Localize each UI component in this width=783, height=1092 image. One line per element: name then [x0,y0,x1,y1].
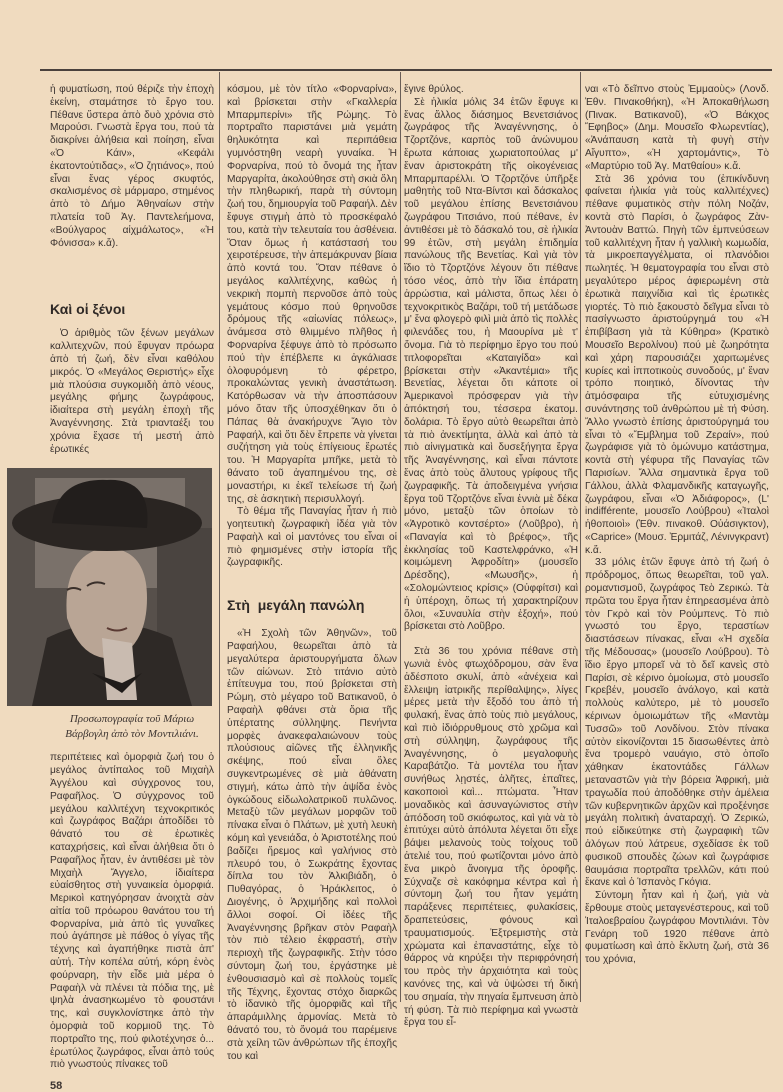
paragraph: «Ἡ Σχολὴ τῶν Ἀθηνῶν», τοῦ Ραφαήλου, θεωρεῖται ἀπὸ τὰ μεγαλύτερα ἀριστουργήματα ὅλων τῶν αἰώνων. Στὸ τιτάνιο αὐτὸ ἐπίτευγμα του, πού βρίσκεται στὴ Ρώμη, στὸ μέγαρο τοῦ Βατικανοῦ, ὁ Ραφαὴλ φθάνει στὰ ὅρια τῆς ὑπέρτατης σύλληψης. Πενήντα μορφὲς ἀνακεφαλαιώνουν τοὺς πλούσιους αἰῶνες τῆς ἑλληνικῆς σκέψης, πού εἶναι ὅλες συγκεντρωμένες σὲ μιὰ ἀθάνατη στιγμή, κάτω ἀπὸ τὴν ἀψίδα ἑνὸς ὀγκώδους εἰδωλολατρικοῦ πυλῶνος. Μεταξὺ τῶν μεγάλων μορφῶν τοῦ πίνακα εἶναι ὁ Πλάτων, μὲ χυτὴ λευκὴ κόμη καὶ γενειάδα, ὁ Ἀριστοτέλης πού βαδίζει ἤρεμος καὶ γαλήνιος στὸ πλευρό του, ὁ Σωκράτης ἔχοντας δίπλα του τὸν Ἀλκιβιάδη, ὁ Πυθαγόρας, ὁ Ἡράκλειτος, ὁ Διογένης, ὁ Ἀρχιμήδης καὶ πολλοὶ ἄλλοι σοφοί. Οἱ ἰδέες τῆς Ἀναγέννησης βρῆκαν στὸν Ραφαὴλ τὸν πιὸ τέλειο ἐκφραστή, στὴν περιοχὴ τῆς ζωγραφικῆς. Στὴν τόσο σύντομη ζωή του, ἐργάστηκε μὲ ἐνθουσιασμὸ καὶ σὲ πολλοὺς τομεῖς τῆς Τέχνης, ἔχοντας στόχο διαρκῶς τὸ ἰδανικὸ τῆς ὀμορφιᾶς καὶ τῆς ἀπαράμιλλης ἁρμονίας. Μετὰ τὸ θάνατό του, τὸ ὄνομά του παρέμεινε στὰ χείλη τῶν ἀνθρώπων τῆς ἐποχῆς του καὶ [227,628,397,1062]
paragraph: ναι «Τὸ δεῖπνο στοὺς Ἐμμαοὺς» (Λονδ. Ἐθν. Πινακοθήκη), «Ἡ Ἀποκαθήλωση (Πινακ. Βατικανοῦ), «Ὁ Βάκχος Ἔφηβος» (Δημ. Μουσεῖο Φλωρεντίας), «Ἀνάπαυση κατὰ τὴ φυγὴ στὴν Αἴγυπτο», «Ἡ χαρτομάντις», Τὸ «Μαρτύριο τοῦ Ἀγ. Ματθαίου» κ.ἄ. [585,84,769,172]
paragraph: Σὲ ἡλικία μόλις 34 ἐτῶν ἔφυγε κι ἕνας ἄλλος διάσημος Βενετσιάνος ζωγράφος τῆς Ἀναγέννησης, ὁ Τζορτζόνε, καρπὸς τοῦ ἀνώνυμου ἔρωτα κάποιας χωριατοπούλας μ' ἕναν ἀριστοκράτη τῆς οἰκογένειας Μπαρμπαρέλλι. Ὁ Τζορτζόνε ὑπῆρξε μαθητὴς τοῦ Ντα-Βίντσι καὶ δάσκαλος τοῦ μεγάλου ἐπίσης Βενετσιάνου ζωγράφου Τιτσιάνο, πού πέθανε, ἐν ἀντιθέσει μὲ τὸ δάσκαλό του, σὲ ἡλικία 99 ἐτῶν, στὴ μεγάλη ἐπιδημία πανώλους τῆς Βενετίας. Καὶ γιὰ τὸν ἴδιο τὸ Τζορτζόνε λέγουν ὅτι πέθανε τόσο νέος, ἀπὸ τὴν ἴδια ἐπάρατη ἀρρώστια, καὶ μάλιστα, ὅπως λέει ὁ τεχνοκριτικὸς Βαζάρι, τοῦ τή μετάδωσε μ' ἕνα φλογερὸ φιλὶ μιὰ ἀπὸ τὶς πολλὲς φιλενάδες του, ἡ Μαουρίνα μὲ τ' ὄνομα. Γιὰ τὸ περίφημο ἔργο του πού τιτλοφορεῖται «Καταιγίδα» καὶ βρίσκεται στὴν «Ἀκαντέμια» τῆς Βενετίας, λέγεται ὅτι κάποτε οἱ Ἀμερικανοὶ πρόσφεραν γιὰ τὴν ἀπόκτησή του, τέσσερα ἑκατομ. δολάρια. Τὸ ἔργο αὐτὸ θεωρεῖται ἀπὸ τὰ πιὸ ἀνεκτίμητα, ἀλλὰ καὶ ἀπὸ τὰ πιὸ αἰνιγματικὰ καὶ δυσεξήγητα ἔργα τῆς Ἀναγέννησης, καὶ εἶναι πάντοτε ἕνας ἀπὸ τοὺς ἄλυτους γρίφους τῆς ζωγραφικῆς. Τὰ ἀποδειγμένα γνήσια ἔργα τοῦ Τζορτζόνε εἶναι ἐννιὰ μὲ δέκα μόνο, μεταξὺ τῶν ὁποίων τὸ «Ἀγροτικὸ κοντσέρτο» (Λοῦβρο), ἡ «Παναγία καὶ τὸ βρέφος», τῆς ἐκκλησίας τοῦ Καστελφράνκο, «Ἡ κοιμώμενη Ἀφροδίτη» (μουσεῖο Δρέσδης), «Μωυσῆς», ἡ «Σολομώντειος κρίσις» (Οὐφφίτσι) καὶ ἡ ὑπέροχη, ὅπως τή χαρακτηρίζουν ὅλοι, «Συναυλία στὴν ἐξοχή», πού βρίσκεται στὸ Λοῦβρο. [404,96,578,633]
portrait-photo [7,468,212,706]
column-4 [585,84,769,967]
column-divider [580,72,581,1002]
column-2 [227,84,397,1063]
column-1 [50,84,214,1092]
paragraph: περιπέτειες καὶ ὀμορφιὰ ζωή του ὁ μεγάλος ἀντίπαλος τοῦ Μιχαὴλ Ἀγγέλου καὶ σύγχρονος του, Ραφαῆλος. Ὁ σύγχρονος τοῦ μεγάλου καλλιτέχνη τεχνοκριτικός καὶ ζωγράφος Βαζάρι ἀποδίδει τὸ θάνατό του σὲ ἐρωτικὲς καταχρήσεις, καὶ εἶναι ἀλήθεια ὅτι ὁ Ραφαῆλος ἦταν, ἐν ἀντιθέσει μὲ τὸν Μιχαὴλ Ἄγγελο, ἰδιαίτερα εὐαίσθητος στὴ γυναικεία ὀμορφιά. Μερικοὶ κατηγόρησαν ἀνοιχτὰ σὰν αἰτία τοῦ πρόωρου θανάτου του τή Φορναρίνα, μιὰ ἀπὸ τὶς γυναῖκες πού ἀγάπησε μὲ πάθος ὁ γίγας τῆς τέχνης καὶ ἀγαπήθηκε πιστὰ ἀπ' αὐτή. Τὴν κοπέλα αὐτή, κόρη ἑνὸς φούρναρη, τὴν εἶδε μιὰ μέρα ὁ Ραφαὴλ νὰ πλένει τὰ πόδια της, μὲ ψηλὰ ἀνασηκωμένο τὸ φουστάνι της, καὶ συγκλονίστηκε ἀπὸ τὴν ὀμορφιὰ τοῦ κορμιοῦ της. Τὸ πορτραῖτο της, πού φιλοτέχνησε ὁ... ἐρωτύλος ζωγράφος, εἶναι ἀπὸ τούς πιὸ γνωστούς πίνακες τοῦ [50,752,214,1071]
photo-caption: Προσωπογραφία τοῦ Μάριω Βάρβογλη ἀπὸ τὸν Μοντιλιάνι. [65,713,199,741]
column-divider [219,72,220,1002]
top-rule [40,69,772,71]
column-3 [404,84,578,1030]
paragraph: κόσμου, μὲ τὸν τίτλο «Φορναρίνα», καὶ βρίσκεται στὴν «Γκαλλερία Μπαρμπερίνι» τῆς Ρώμης. Τὸ πορτραῖτο παριστάνει μιὰ γεμάτη θηλυκότητα καὶ περιπάθεια γυμνόστηθη νεαρὴ γυναίκα. Ἡ Φορναρίνα, πού τὸ ὄνομά της ἦταν Μαργαρίτα, ἀκολούθησε στὴ σκιὰ ὅλη τὴν πληθωρική, παρὰ τὴ σύντομη ζωή του, δημιουργία τοῦ Ραφαήλ. Δὲν ἔφυγε στιγμὴ ἀπὸ τὸ προσκέφαλό του, κατὰ τὴν τελευταία του ἀσθένεια. Ὅταν ὅμως ἡ κατάστασή του χειροτέρευσε, τὴν ἀπεμάκρυναν βίαια ἀπὸ κοντά του. Ὅταν πέθανε ὁ μεγάλος καλλιτέχνης, καθὼς ἡ νεκρικὴ πομπὴ περνοῦσε ἀπὸ τοὺς γεμάτους κόσμο πού θρηνοῦσε δρόμους τῆς «αἰωνίας πόλεως», ἀνάμεσα στὸ θλιμμένο πλῆθος ἡ Φορναρίνα ξέφυγε ἀπὸ τὸ πρόσωπο πού τὴν ἐπέβλεπε κι ἀγκάλιασε ὀλοφυρόμενη τὸ φέρετρο, προκαλώντας γενικὴ ἀναστάτωση. Κατόρθωσαν νὰ τὴν ἀποσπάσουν μόνο ὅταν τῆς ὑποσχέθηκαν ὅτι ὁ Πάπας θὰ ἀνακήρυχνε Ἅγιο τὸν Ραφαήλ, καὶ ὅτι δὲν ἔπρεπε νὰ γίνεται συζήτηση γιὰ τοὺς ἐπίγειους ἔρωτές του. Ἡ Μαργαρίτα μπῆκε, μετὰ τὸ θάνατο τοῦ ἀγαπημένου της, σὲ μοναστήρι, κι ἐκεῖ τελείωσε τή ζωή της, σὲ ἀσκητικὴ περισυλλογή. [227,84,397,505]
paragraph: ἡ φυματίωση, πού θέριζε τὴν ἐποχὴ ἐκείνη, σταμάτησε τὸ ἔργο του. Πέθανε ὕστερα ἀπὸ δυὸ χρόνια στὸ Μαρούσι. Γνωστὰ ἔργα του, πού τὰ διακρίνει ἀλήθεια καὶ ποίηση, εἶναι «Ὁ Κάιν», «Κεφάλι ἑκατοντούτιδας», «Ὁ ζητιάνος», πού εἶναι ἕνας γέρος σκυφτός, σκαλισμένος σὲ μάρμαρο, στημένος ἀπὸ τὸ Δήμο Ἀθηναίων στὴν πλατεία τοῦ Ἀγ. Παντελεήμονα, «Βούλγαρος αἰχμάλωτος», «Ἡ Φόνισσα» κ.ἄ). [50,84,214,249]
column-divider [400,72,401,1002]
paragraph: Σύντομη ἦταν καὶ ἡ ζωή, γιὰ νὰ ἔρθουμε στοὺς μεταγενέστερους, καὶ τοῦ Ἰταλοεβραίου ζωγράφου Μοντιλιάνι. Τὸν Γενάρη τοῦ 1920 πέθανε ἀπὸ φυματίωση καὶ ἀπὸ ἔκλυτη ζωή, στὰ 36 του χρόνια, [585,890,769,966]
paragraph: Τὸ θέμα τῆς Παναγίας ἦταν ἡ πιὸ γοητευτικὴ ζωγραφικὴ ἰδέα γιὰ τὸν Ραφαὴλ καὶ οἱ μαντόνες του εἶναι οἱ πιὸ φημισμένες στὴν ἱστορία τῆς ζωγραφικῆς. [227,506,397,569]
paragraph: Στὰ 36 χρόνια του (ἐπικίνδυνη φαίνεται ἡλικία γιὰ τοὺς καλλιτέχνες) πέθανε φυματικὸς στὴν πόλη Νοζάν, κοντὰ στὸ Παρίσι, ὁ ζωγράφος Ζὰν-Ἀντουὰν Βαττώ. Πηγὴ τῶν ἐμπνεύσεων τοῦ καλλιτέχνη ἦταν ἡ γαλλικὴ κωμωδία, τὰ μικροεπαγγέλματα, οἱ πλανόδιοι πωλητές. Ἡ θεματογραφία του εἶναι στὸ μεγαλύτερο μέρος ἀφιερωμένη στὰ ἐρωτικὰ παιχνίδια καὶ τὶς ἐρωτικὲς γιορτές. Τὸ πιὸ ξακουστὸ δεῖγμα εἶναι τὸ πασίγνωστο ἀριστούργημά του «Ἡ ἐπιβίβαση γιὰ τὰ Κύθηρα» (Κρατικὸ Μουσεῖο Βερολίνου) πού μὲ ζωηρότητα καὶ χάρη παρουσιάζει χαριτωμένες κυρίες καὶ ἱπποτικοὺς συνοδούς, μ' ἕναν τρόπο ποιητικό, δίνοντας τὴν ἀτμόσφαιρα τῆς εὐτυχισμένης συνάντησης τοῦ ἀνθρώπου μὲ τή Φύση. Ἄλλο γνωστὸ ἐπίσης ἀριστούργημά του εἶναι τὸ «Ἔμβλημα τοῦ Ζεραίν», πού ζωγράφισε γιὰ τὸ ὁμώνυμο κατάστημα, κοντὰ στὴ γέφυρα τῆς Παναγίας τῶν Παρισίων. Ἄλλα σημαντικὰ ἔργα τοῦ Γάλλου, ἀλλὰ Φλαμανδικῆς καταγωγῆς, ζωγράφου, εἶναι «Ὁ Ἀδιάφορος», (L' indifférente, μουσεῖο Λούβρου) «Ἰταλοὶ ἠθοποιοὶ» (Ἐθν. πινακοθ. Οὐάσιγκτον), «Caprice» (Μουσ. Ἐρμιτάζ, Λένινγκραντ) κ.ἄ. [585,173,769,556]
section-heading: Στὴ μεγάλη πανώλη [227,597,365,614]
section-heading: Καὶ οἱ ξένοι [50,301,126,318]
paragraph: Στὰ 36 του χρόνια πέθανε στὴ γωνιὰ ἑνὸς φτωχόδρομου, σὰν ἕνα ἀδέσποτο σκυλί, ἀπὸ «ἀνέχεια καὶ ἔλλειψη ἰατρικῆς περίθαλψης», λίγες μέρες μετὰ τὴν ἔξοδό του ἀπὸ τή φυλακή, ἕνας ἀπὸ τοὺς πιὸ μεγάλους, καὶ πιὸ ἰδιόρρυθμους στὸ χρῶμα καὶ στὴ σύλληψη, ζωγράφους τῆς Ἀναγέννησης, ὁ μεγαλοφυὴς Καραβάτζιο. Τὰ μοντέλα του ἦταν συνήθως λῃστές, ἀλῆτες, ἐπαῖτες, κακοποιοὶ καὶ... πτώματα. Ἦταν μοναδικὸς καὶ ἀσυναγώνιστος στὴν ἀπόδοση τοῦ σκιόφωτος, καὶ γιὰ νὰ τὸ ἐπιτύχει αὐτὸ ἀπόλυτα λέγεται ὅτι εἶχε βάψει μελανοὺς τοὺς τοίχους τοῦ ἀτελιέ του, πού φωτίζονται μόνο ἀπὸ ἕνα μικρὸ ἄνοιγμα τῆς ὀροφῆς. Σύχναζε σὲ κακόφημα κέντρα καὶ ἡ σύντομη ζωή του ἦταν γεμάτη παράξενες περιπέτειες, φυλακίσεις, δραπετεύσεις, φόνους καὶ τραυματισμούς. Ἐξτρεμιστὴς στὰ χρώματα καὶ ἐπαναστάτης, εἶχε τὸ θάρρος νὰ κηρύξει τὴν περιφρόνησή του πρὸς τὴν ἀρχαιότητα καὶ τοὺς κανόνες της, καὶ νὰ ὑψώσει τή δική του σημαία, τὴν πηγαία ἔμπνευση ἀπὸ τή φύση. Τὰ πιὸ περίφημα καὶ γνωστὰ ἔργα του εἶ- [404,646,578,1029]
paragraph: ἔγινε θρύλος. [404,84,464,95]
paragraph: Ὁ ἀριθμὸς τῶν ξένων μεγάλων καλλιτεχνῶν, πού ἔφυγαν πρόωρα ἀπὸ τή ζωή, δὲν εἶναι καθόλου μικρός. Ὁ «Μεγάλος Θεριστής» εἶχε μιὰ πλούσια συγκομιδὴ ἀπὸ νέους, μεγάλης φήμης ζωγράφους, ἰδιαίτερα στὴ μεγάλη ἐποχὴ τῆς Ἀναγέννησης. Στὰ τριανταέξι του χρόνια ἔχασε τή μεστή ἀπὸ ἐρωτικές [50,328,214,455]
paragraph: 33 μόλις ἐτῶν ἔφυγε ἀπὸ τή ζωή ὁ πρόδρομος, ὅπως θεωρεῖται, τοῦ γαλ. ρομαντισμοῦ, ζωγράφος Τεὸ Ζερικώ. Τὰ πρῶτα του ἔργα ἦταν ἐπηρεασμένα ἀπὸ τὸν Γκρὸ καὶ τὸν Ρούμπενς. Τὸ πιὸ γνωστό του ἔργο, τεραστίων διαστάσεων πίνακας, εἶναι «Ἡ σχεδία τῆς Μέδουσας» (μουσεῖο Λούβρου). Τὸ ἴδιο ἔργο μπορεῖ νὰ τὸ δεῖ κανεὶς στὸ Παρίσι, σὲ κέρινο ὁμοίωμα, στὸ μουσεῖο Γκρεβέν, μουσεῖο ἀνάλογο, καὶ κατὰ πολλοὺς καλύτερο, μὲ τὸ μουσεῖο κέρινων ὁμοιωμάτων τῆς «Μαντὰμ Τυσσῶ» τοῦ Λονδίνου. Στὸν πίνακα αὐτὸν εἰκονίζονται 15 διασωθέντες ἀπὸ ἕνα τρομερὸ ναυάγιο, στὸ ὁποῖο χάθηκαν ἑκατοντάδες Γάλλων μεταναστῶν γιὰ τὴν βόρεια Ἀφρική, μιὰ τραγωδία πού ἀποδόθηκε στὴν ἀμέλεια τῶν κυβερνητικῶν ἀρχῶν καὶ προξένησε μεγάλη πολιτικὴ ἀναταραχή. Ὁ Ζερικώ, πού εἰδικεύτηκε στὴ ζωγραφικὴ τῶν ἀλόγων πού λάτρευε, σχεδίασε ἐκ τοῦ φυσικοῦ σπουδὲς ζώων καὶ ζωγράφισε θαυμάσια πορτραῖτα τρελλῶν, κάτι πού ἔκανε καὶ ὁ Ἱσπανὸς Γκόγια. [585,557,769,889]
page-number: 58 [50,1080,63,1092]
